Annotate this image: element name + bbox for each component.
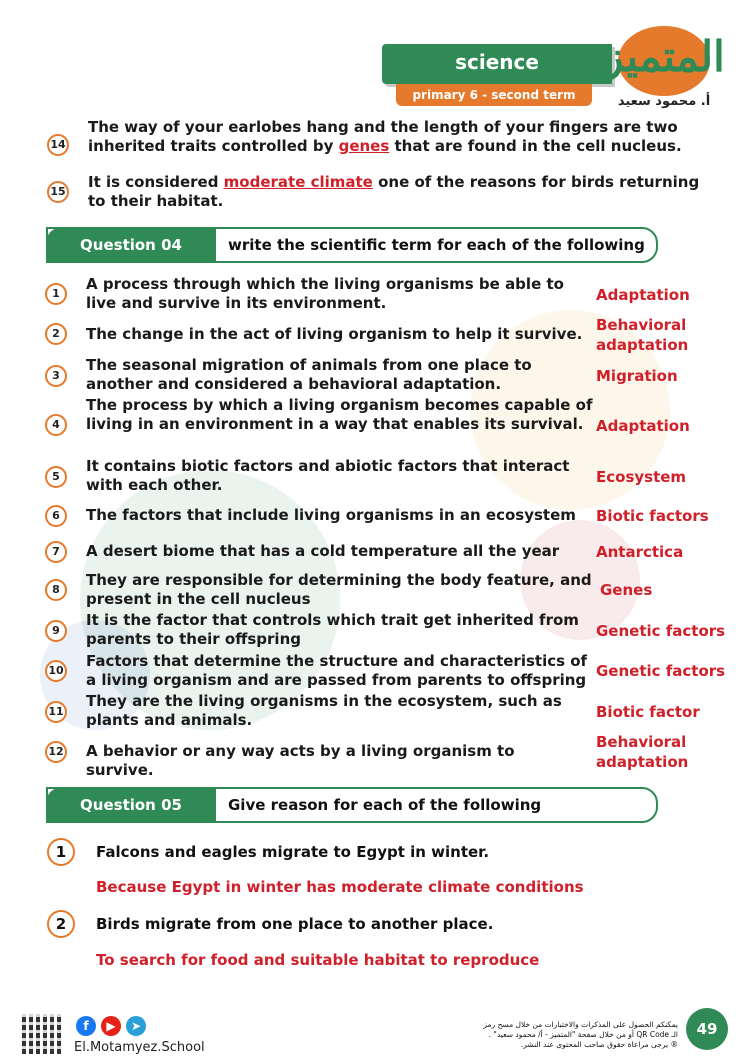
youtube-icon[interactable]: ▶ — [101, 1016, 121, 1036]
item-number: 1 — [45, 283, 67, 305]
term-answer: Adaptation — [596, 417, 690, 435]
brand-logo — [600, 22, 728, 112]
school-handle[interactable]: El.Motamyez.School — [74, 1040, 205, 1055]
item-number: 7 — [45, 541, 67, 563]
telegram-icon[interactable]: ➤ — [126, 1016, 146, 1036]
reason-answer: Because Egypt in winter has moderate climate conditions — [96, 878, 584, 896]
question-instruction: write the scientific term for each of the following — [228, 236, 645, 254]
statement-answer: genes — [338, 137, 390, 155]
term-definition: It is the factor that controls which trait get inherited from parents to their offspring — [86, 611, 579, 648]
item-number: 5 — [45, 466, 67, 488]
grade-label: primary 6 - second term — [396, 84, 592, 106]
item-number: 15 — [47, 181, 69, 203]
term-answer: Behavioral adaptation — [596, 316, 689, 354]
page-number: 49 — [686, 1008, 728, 1050]
term-definition: The process by which a living organism becomes capable of living in an environment in a way that enables its survival. — [86, 396, 593, 433]
facebook-icon[interactable]: f — [76, 1016, 96, 1036]
qr-code-overlay — [22, 1014, 62, 1054]
statement-text — [88, 118, 708, 156]
term-definition: The seasonal migration of animals from one place to another and considered a behavioral adaptation. — [86, 356, 532, 393]
statement-text — [88, 173, 708, 211]
footer-note-line: يمكنكم الحصول على المذكرات والاختبارات من خلال مسح رمز — [483, 1020, 678, 1029]
item-number: 1 — [47, 838, 75, 866]
statement-part: one of the reasons for birds returning to their habitat. — [88, 173, 700, 210]
term-answer: Biotic factors — [596, 507, 709, 525]
term-answer: Genetic factors — [596, 622, 726, 640]
term-answer: Biotic factor — [596, 703, 700, 721]
reason-answer: To search for food and suitable habitat to reproduce — [96, 951, 540, 969]
term-answer: Genes — [600, 581, 653, 599]
term-definition: They are the living organisms in the ecosystem, such as plants and animals. — [86, 692, 562, 729]
question-05-banner — [46, 787, 658, 823]
term-definition: The factors that include living organisms in an ecosystem — [86, 506, 576, 524]
term-answer: Adaptation — [596, 286, 690, 304]
logo-teacher-name: أ. محمود سعيد — [617, 94, 711, 109]
term-definition: A process through which the living organisms be able to live and survive in its environment. — [86, 275, 564, 312]
statement-part: The way of your earlobes hang and the length of your fingers are two inherited traits controlled by — [88, 118, 678, 155]
term-definition: A behavior or any way acts by a living organism to survive. — [86, 742, 515, 779]
statement-part: that are found in the cell nucleus. — [389, 137, 682, 155]
question-label: Question 05 — [46, 787, 216, 823]
question-04-banner — [46, 227, 658, 263]
item-number: 8 — [45, 579, 67, 601]
term-answer: Genetic factors — [596, 662, 726, 680]
term-definition: They are responsible for determining the body feature, and present in the cell nucleus — [86, 571, 592, 608]
question-instruction: Give reason for each of the following — [228, 796, 542, 814]
item-number: 12 — [45, 741, 67, 763]
question-label: Question 04 — [46, 227, 216, 263]
page-header — [382, 44, 612, 106]
item-number: 2 — [47, 910, 75, 938]
term-answer: Migration — [596, 367, 678, 385]
item-number: 6 — [45, 505, 67, 527]
item-number: 10 — [45, 660, 67, 682]
term-answer: Ecosystem — [596, 468, 687, 486]
item-number: 4 — [45, 414, 67, 436]
item-number: 3 — [45, 365, 67, 387]
reason-question: Falcons and eagles migrate to Egypt in winter. — [96, 843, 490, 861]
item-number: 14 — [47, 134, 69, 156]
footer-note-line: الـ QR Code أو من خلال صفحة "المتميز - أ/ محمود سعيد" . — [488, 1030, 678, 1039]
logo-word: المتميز — [603, 32, 725, 81]
item-number: 9 — [45, 620, 67, 642]
statement-part: It is considered — [88, 173, 224, 191]
footer-note-line: ® يرجى مراعاة حقوق صاحب المحتوى عند النشر. — [520, 1040, 678, 1049]
item-number: 11 — [45, 701, 67, 723]
term-definition: The change in the act of living organism to help it survive. — [86, 325, 583, 343]
term-definition: Factors that determine the structure and characteristics of a living organism and are passed from parents to offspring — [86, 652, 588, 689]
item-number: 2 — [45, 323, 67, 345]
term-answer: Behavioral adaptation — [596, 733, 689, 771]
term-definition: It contains biotic factors and abiotic factors that interact with each other. — [86, 457, 570, 494]
reason-question: Birds migrate from one place to another place. — [96, 915, 494, 933]
subject-title: science — [455, 50, 539, 74]
term-definition: A desert biome that has a cold temperature all the year — [86, 542, 560, 560]
term-answer: Antarctica — [596, 543, 684, 561]
statement-answer: moderate climate — [223, 173, 373, 191]
footer-note — [468, 1020, 678, 1050]
